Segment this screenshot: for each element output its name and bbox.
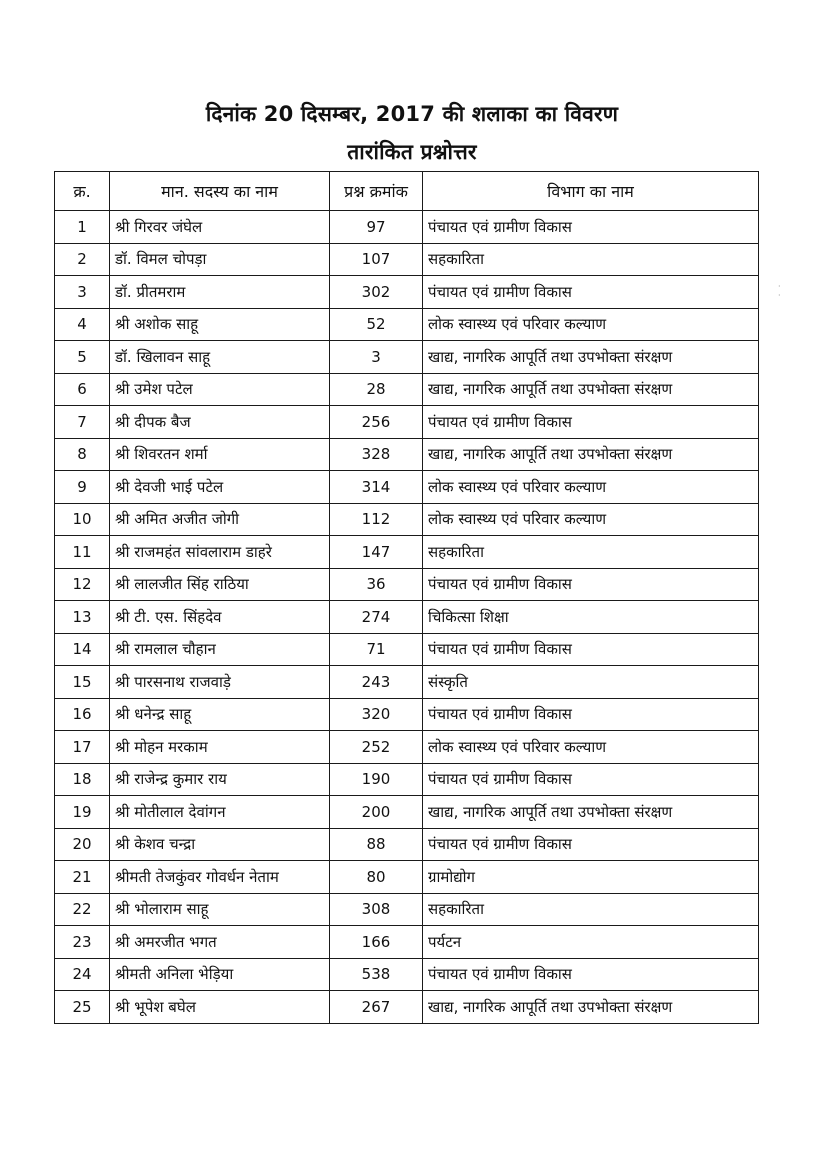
department-cell: संस्कृति	[423, 666, 759, 699]
question-number-cell: 200	[330, 796, 423, 829]
table-row	[55, 406, 759, 439]
serial-cell: 13	[55, 601, 110, 634]
table-row	[55, 828, 759, 861]
question-number-cell: 97	[330, 211, 423, 244]
serial-cell: 6	[55, 373, 110, 406]
department-cell: पंचायत एवं ग्रामीण विकास	[423, 828, 759, 861]
department-cell: खाद्य, नागरिक आपूर्ति तथा उपभोक्ता संरक्षण	[423, 796, 759, 829]
serial-cell: 1	[55, 211, 110, 244]
table-row	[55, 276, 759, 309]
serial-cell: 9	[55, 471, 110, 504]
question-number-cell: 252	[330, 731, 423, 764]
question-number-cell: 320	[330, 698, 423, 731]
table-row	[55, 373, 759, 406]
question-number-cell: 3	[330, 341, 423, 374]
scan-speck-decoration: · ·	[778, 282, 781, 300]
department-cell: लोक स्वास्थ्य एवं परिवार कल्याण	[423, 471, 759, 504]
question-number-cell: 243	[330, 666, 423, 699]
member-name-cell: श्री राजमहंत सांवलाराम डाहरे	[110, 536, 330, 569]
question-table	[54, 171, 759, 1024]
department-cell: सहकारिता	[423, 893, 759, 926]
serial-cell: 14	[55, 633, 110, 666]
serial-cell: 15	[55, 666, 110, 699]
member-name-cell: श्री देवजी भाई पटेल	[110, 471, 330, 504]
member-name-cell: श्री केशव चन्द्रा	[110, 828, 330, 861]
question-number-cell: 107	[330, 243, 423, 276]
serial-cell: 22	[55, 893, 110, 926]
member-name-cell: श्री दीपक बैज	[110, 406, 330, 439]
member-name-cell: श्री रामलाल चौहान	[110, 633, 330, 666]
table-row	[55, 243, 759, 276]
department-cell: पंचायत एवं ग्रामीण विकास	[423, 633, 759, 666]
member-name-cell: डॉ. खिलावन साहू	[110, 341, 330, 374]
department-cell: पंचायत एवं ग्रामीण विकास	[423, 763, 759, 796]
table-row	[55, 536, 759, 569]
serial-cell: 12	[55, 568, 110, 601]
department-cell: पंचायत एवं ग्रामीण विकास	[423, 211, 759, 244]
member-name-cell: श्री अशोक साहू	[110, 308, 330, 341]
department-cell: पंचायत एवं ग्रामीण विकास	[423, 698, 759, 731]
department-cell: ग्रामोद्योग	[423, 861, 759, 894]
header-department: विभाग का नाम	[423, 172, 759, 211]
table-header-row	[55, 172, 759, 211]
department-cell: सहकारिता	[423, 243, 759, 276]
serial-cell: 7	[55, 406, 110, 439]
serial-cell: 2	[55, 243, 110, 276]
table-row	[55, 633, 759, 666]
serial-cell: 10	[55, 503, 110, 536]
serial-cell: 16	[55, 698, 110, 731]
member-name-cell: डॉ. विमल चोपड़ा	[110, 243, 330, 276]
department-cell: पर्यटन	[423, 926, 759, 959]
member-name-cell: श्री भूपेश बघेल	[110, 991, 330, 1024]
department-cell: सहकारिता	[423, 536, 759, 569]
serial-cell: 18	[55, 763, 110, 796]
question-number-cell: 328	[330, 438, 423, 471]
page-subtitle: तारांकित प्रश्नोत्तर	[347, 140, 477, 164]
table-row	[55, 211, 759, 244]
question-number-cell: 274	[330, 601, 423, 634]
department-cell: पंचायत एवं ग्रामीण विकास	[423, 568, 759, 601]
question-number-cell: 302	[330, 276, 423, 309]
table-row	[55, 666, 759, 699]
serial-cell: 23	[55, 926, 110, 959]
question-number-cell: 28	[330, 373, 423, 406]
department-cell: लोक स्वास्थ्य एवं परिवार कल्याण	[423, 503, 759, 536]
question-number-cell: 308	[330, 893, 423, 926]
member-name-cell: श्री मोतीलाल देवांगन	[110, 796, 330, 829]
member-name-cell: श्री गिरवर जंघेल	[110, 211, 330, 244]
table-row	[55, 308, 759, 341]
department-cell: खाद्य, नागरिक आपूर्ति तथा उपभोक्ता संरक्षण	[423, 991, 759, 1024]
department-cell: खाद्य, नागरिक आपूर्ति तथा उपभोक्ता संरक्षण	[423, 341, 759, 374]
page-title: दिनांक 20 दिसम्बर, 2017 की शलाका का विवरण	[205, 102, 619, 126]
member-name-cell: डॉ. प्रीतमराम	[110, 276, 330, 309]
table-row	[55, 568, 759, 601]
serial-cell: 17	[55, 731, 110, 764]
table-row	[55, 861, 759, 894]
question-number-cell: 80	[330, 861, 423, 894]
department-cell: चिकित्सा शिक्षा	[423, 601, 759, 634]
question-number-cell: 190	[330, 763, 423, 796]
table-row	[55, 796, 759, 829]
serial-cell: 24	[55, 958, 110, 991]
department-cell: पंचायत एवं ग्रामीण विकास	[423, 276, 759, 309]
table-row	[55, 958, 759, 991]
header-member-name: मान. सदस्य का नाम	[110, 172, 330, 211]
table-row	[55, 893, 759, 926]
department-cell: खाद्य, नागरिक आपूर्ति तथा उपभोक्ता संरक्षण	[423, 373, 759, 406]
question-number-cell: 256	[330, 406, 423, 439]
table-row	[55, 763, 759, 796]
serial-cell: 8	[55, 438, 110, 471]
member-name-cell: श्री टी. एस. सिंहदेव	[110, 601, 330, 634]
question-number-cell: 52	[330, 308, 423, 341]
member-name-cell: श्री भोलाराम साहू	[110, 893, 330, 926]
question-number-cell: 147	[330, 536, 423, 569]
question-number-cell: 71	[330, 633, 423, 666]
member-name-cell: श्री धनेन्द्र साहू	[110, 698, 330, 731]
member-name-cell: श्री लालजीत सिंह राठिया	[110, 568, 330, 601]
table-row	[55, 698, 759, 731]
table-row	[55, 438, 759, 471]
department-cell: पंचायत एवं ग्रामीण विकास	[423, 958, 759, 991]
serial-cell: 11	[55, 536, 110, 569]
member-name-cell: श्रीमती तेजकुंवर गोवर्धन नेताम	[110, 861, 330, 894]
table-row	[55, 991, 759, 1024]
serial-cell: 3	[55, 276, 110, 309]
department-cell: लोक स्वास्थ्य एवं परिवार कल्याण	[423, 308, 759, 341]
header-serial: क्र.	[55, 172, 110, 211]
table-row	[55, 926, 759, 959]
member-name-cell: श्री अमरजीत भगत	[110, 926, 330, 959]
table-row	[55, 731, 759, 764]
question-number-cell: 267	[330, 991, 423, 1024]
member-name-cell: श्री अमित अजीत जोगी	[110, 503, 330, 536]
department-cell: पंचायत एवं ग्रामीण विकास	[423, 406, 759, 439]
serial-cell: 25	[55, 991, 110, 1024]
serial-cell: 21	[55, 861, 110, 894]
serial-cell: 5	[55, 341, 110, 374]
table-row	[55, 601, 759, 634]
table-row	[55, 503, 759, 536]
question-number-cell: 88	[330, 828, 423, 861]
member-name-cell: श्रीमती अनिला भेड़िया	[110, 958, 330, 991]
table-row	[55, 341, 759, 374]
header-question-number: प्रश्न क्रमांक	[330, 172, 423, 211]
serial-cell: 20	[55, 828, 110, 861]
department-cell: खाद्य, नागरिक आपूर्ति तथा उपभोक्ता संरक्षण	[423, 438, 759, 471]
member-name-cell: श्री शिवरतन शर्मा	[110, 438, 330, 471]
table-body	[55, 211, 759, 1024]
member-name-cell: श्री राजेन्द्र कुमार राय	[110, 763, 330, 796]
member-name-cell: श्री पारसनाथ राजवाड़े	[110, 666, 330, 699]
member-name-cell: श्री मोहन मरकाम	[110, 731, 330, 764]
serial-cell: 4	[55, 308, 110, 341]
question-number-cell: 314	[330, 471, 423, 504]
table-row	[55, 471, 759, 504]
question-number-cell: 36	[330, 568, 423, 601]
member-name-cell: श्री उमेश पटेल	[110, 373, 330, 406]
question-number-cell: 538	[330, 958, 423, 991]
question-number-cell: 166	[330, 926, 423, 959]
question-number-cell: 112	[330, 503, 423, 536]
serial-cell: 19	[55, 796, 110, 829]
department-cell: लोक स्वास्थ्य एवं परिवार कल्याण	[423, 731, 759, 764]
